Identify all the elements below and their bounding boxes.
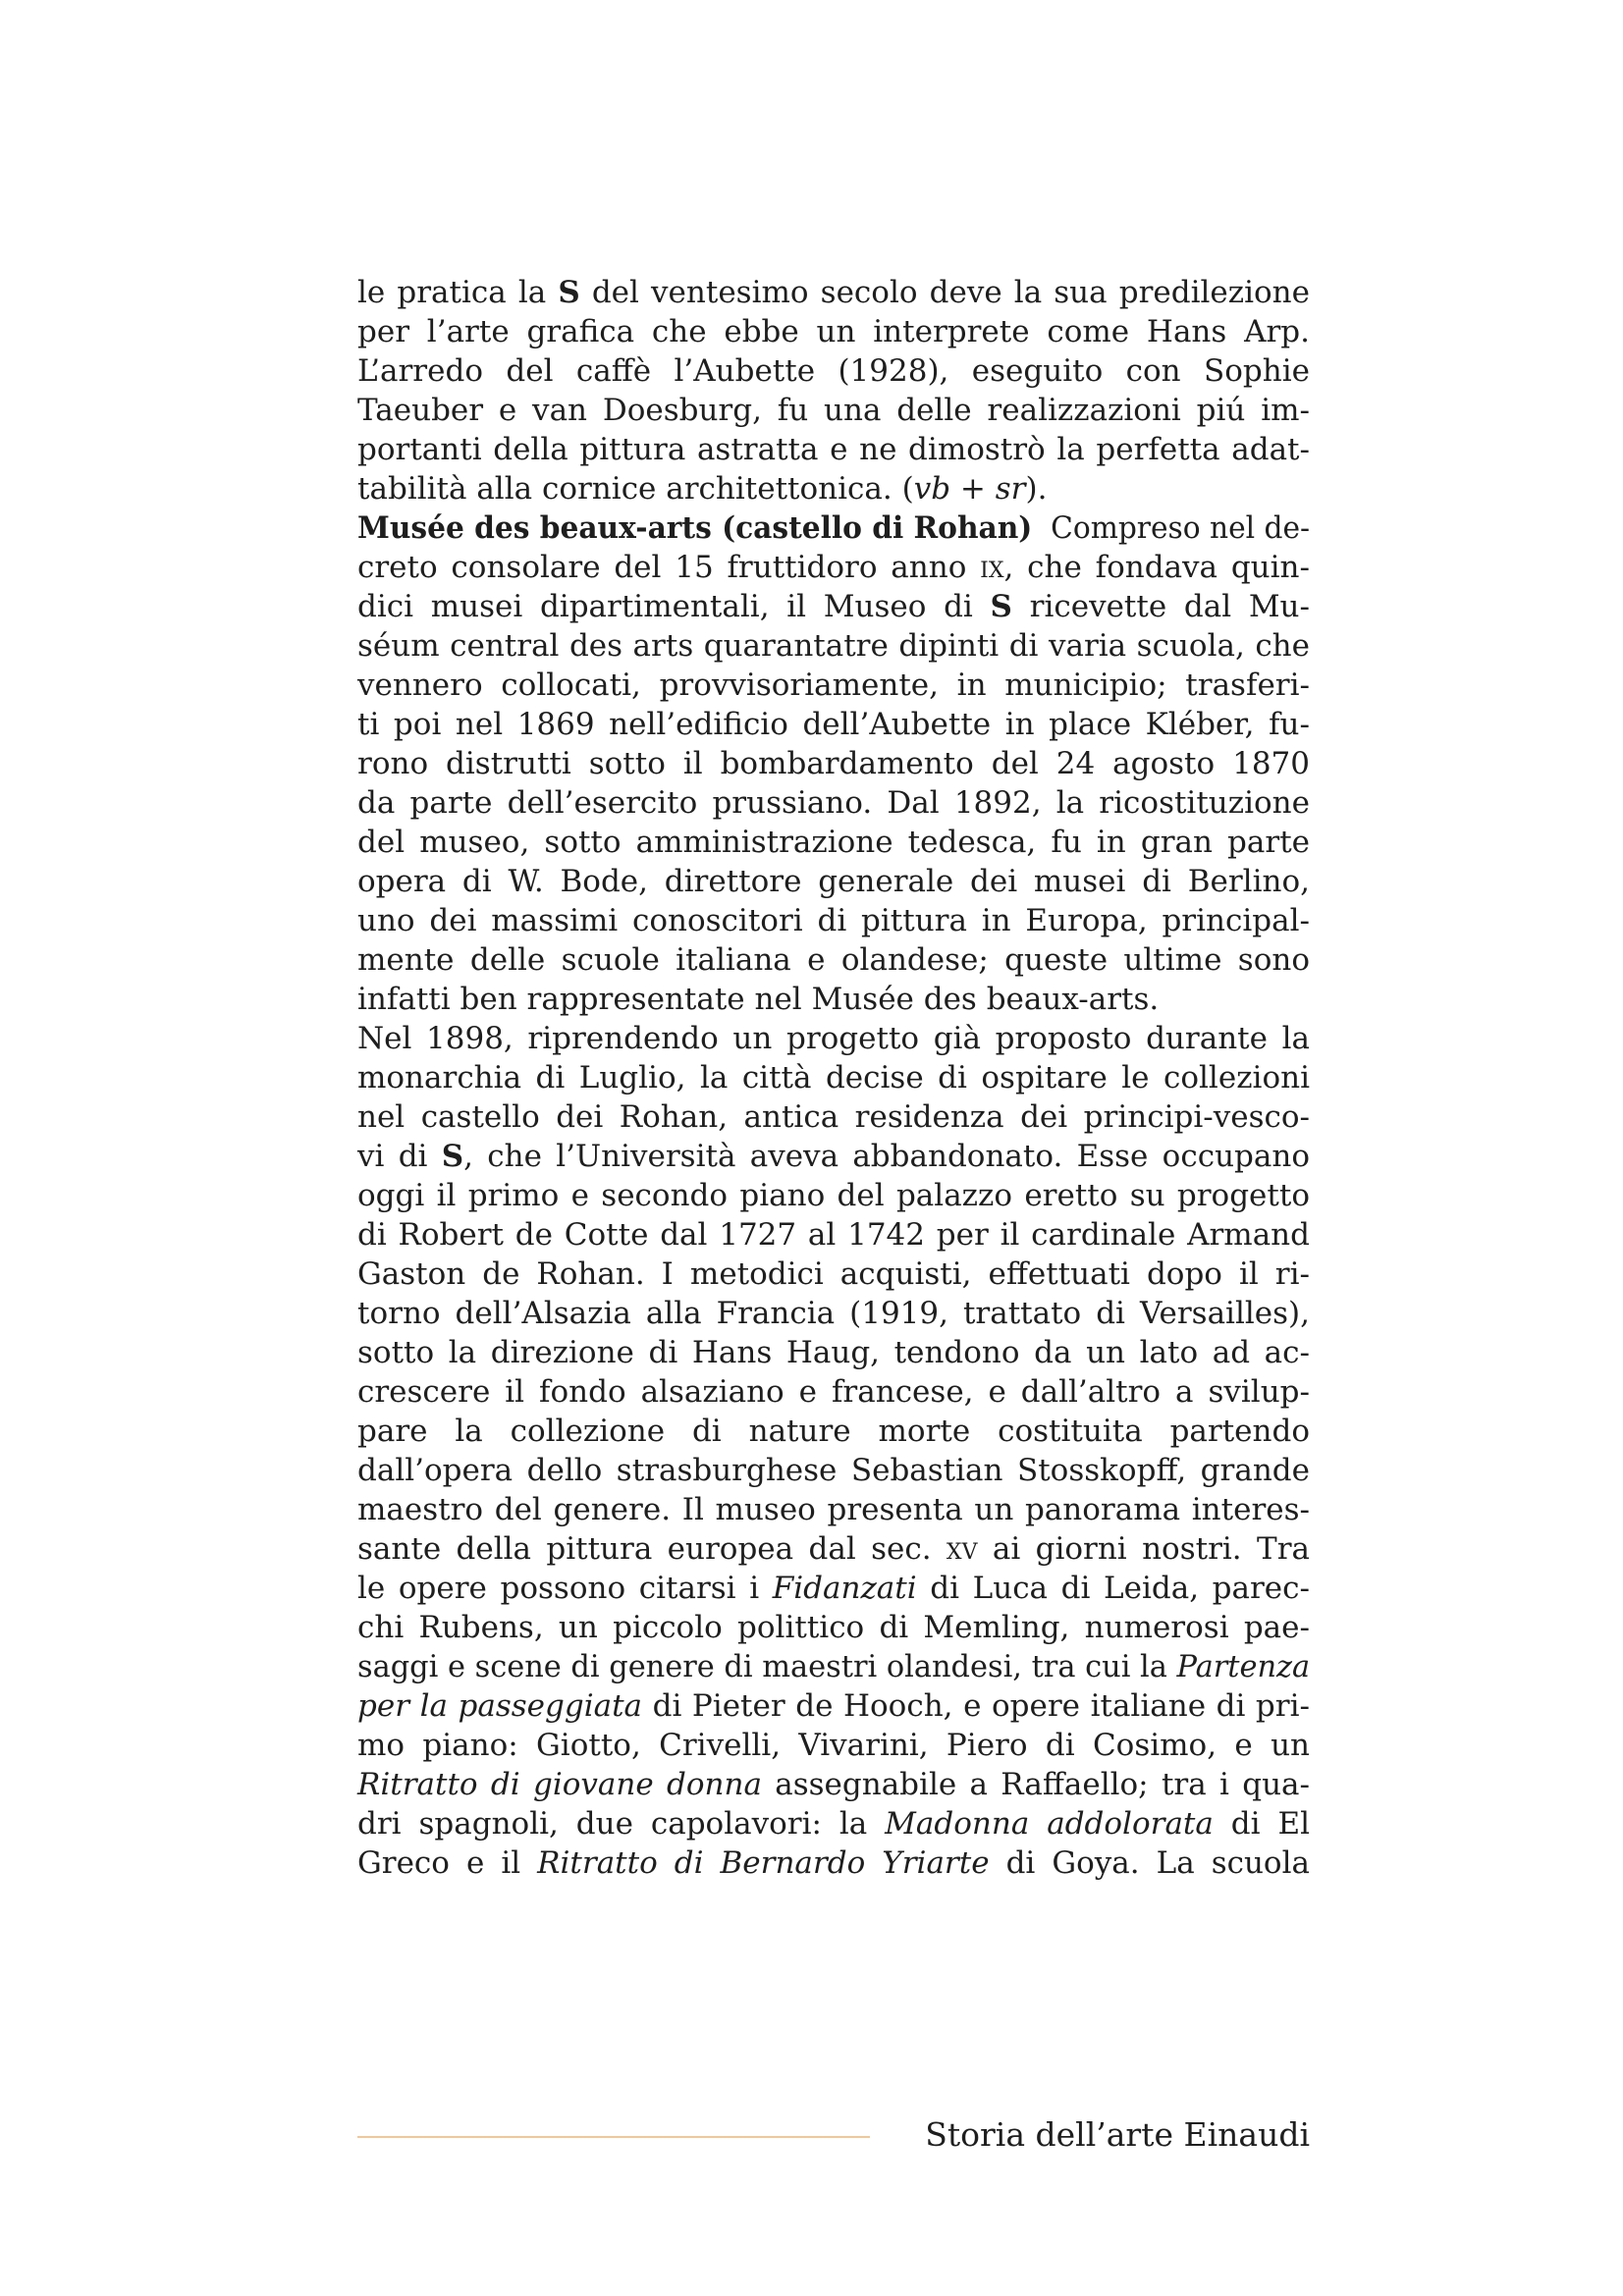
text-segment: vennero collocati, provvisoriamente, in municipio; trasferi-	[357, 667, 1310, 703]
text-line	[357, 823, 1310, 862]
text-line	[357, 705, 1310, 744]
text-segment: del museo, sotto amministrazione tedesca, fu in gran parte	[357, 825, 1310, 860]
italic-text: Ritratto di Bernardo Yriarte	[537, 1845, 990, 1881]
text-segment: da parte dell’esercito prussiano. Dal 1892, la ricostituzione	[357, 785, 1310, 821]
text-segment: uno dei massimi conoscitori di pittura in Europa, principal-	[357, 903, 1310, 938]
text-segment: saggi e scene di genere di maestri olandesi, tra cui la	[357, 1649, 1177, 1684]
text-segment: ix	[980, 550, 1004, 585]
text-line	[357, 469, 1310, 508]
text-segment: creto consolare del 15 fruttidoro anno	[357, 550, 981, 585]
text-segment: infatti ben rappresentate nel Musée des beaux-arts.	[357, 982, 1160, 1017]
italic-text: Partenza	[1176, 1649, 1311, 1684]
text-line	[357, 901, 1310, 940]
text-segment: L’arredo del caffè l’Aubette (1928), eseguito con Sophie	[357, 353, 1310, 389]
text-segment: , che fondava quin-	[1003, 550, 1310, 585]
text-segment: oggi il primo e secondo piano del palazzo eretto su progetto	[357, 1178, 1310, 1213]
text-segment: di Pieter de Hooch, e opere italiane di pri-	[642, 1688, 1310, 1724]
text-line	[357, 1529, 1310, 1569]
text-segment: di Goya. La scuola	[989, 1845, 1310, 1881]
text-segment: nel castello dei Rohan, antica residenza dei principi-vesco-	[357, 1099, 1310, 1135]
text-line	[357, 351, 1310, 391]
text-segment: dall’opera dello strasburghese Sebastian Stosskopff, grande	[357, 1453, 1310, 1488]
text-segment: vi di	[357, 1139, 442, 1174]
bold-text: S	[558, 275, 580, 310]
text-line	[357, 508, 1311, 548]
text-segment: séum central des arts quarantatre dipinti di varia scuola, che	[357, 628, 1310, 664]
text-segment: di Robert de Cotte dal 1727 al 1742 per il cardinale Armand	[357, 1217, 1310, 1253]
text-segment: rono distrutti sotto il bombardamento del 24 agosto 1870	[357, 746, 1310, 781]
footer-rule	[357, 2136, 870, 2138]
text-segment: maestro del genere. Il museo presenta un panorama interes-	[357, 1492, 1310, 1527]
text-line	[357, 1333, 1310, 1372]
text-line	[357, 1451, 1310, 1490]
text-segment: di Luca di Leida, parec-	[916, 1571, 1310, 1606]
text-line	[357, 1372, 1310, 1412]
text-line	[357, 1215, 1310, 1255]
body-text	[357, 273, 1310, 1883]
text-segment: le pratica la	[357, 275, 559, 310]
italic-text: Fidanzati	[772, 1571, 917, 1606]
text-line	[357, 312, 1310, 351]
text-segment: ).	[1025, 471, 1048, 507]
text-segment: , che l’Università aveva abbandonato. Esse occupano	[463, 1139, 1310, 1174]
text-segment: chi Rubens, un piccolo polittico di Memling, numerosi pae-	[357, 1610, 1310, 1645]
text-segment: ai giorni nostri. Tra	[977, 1531, 1310, 1567]
text-segment: Greco e il	[357, 1845, 538, 1881]
text-line	[357, 548, 1310, 587]
text-line	[357, 1490, 1310, 1529]
text-segment: ti poi nel 1869 nell’edificio dell’Aubette in place Kléber, fu-	[357, 707, 1310, 742]
text-segment: xv	[946, 1531, 978, 1567]
text-segment: Nel 1898, riprendendo un progetto già proposto durante la	[357, 1021, 1310, 1056]
text-segment: pare la collezione di nature morte costituita partendo	[357, 1414, 1310, 1449]
text-line	[357, 273, 1310, 312]
text-segment: sante della pittura europea dal sec.	[357, 1531, 947, 1567]
italic-text: vb + sr	[913, 471, 1026, 507]
text-line	[357, 1412, 1310, 1451]
text-segment: di El	[1213, 1806, 1310, 1842]
text-segment: dri spagnoli, due capolavori: la	[357, 1806, 886, 1842]
bold-text: Musée des beaux-arts (castello di Rohan)	[357, 510, 1033, 546]
text-segment: Taeuber e van Doesburg, fu una delle realizzazioni piú im-	[357, 393, 1310, 428]
text-segment: torno dell’Alsazia alla Francia (1919, trattato di Versailles),	[357, 1296, 1310, 1331]
italic-text: Ritratto di giovane donna	[357, 1767, 762, 1802]
text-segment: sotto la direzione di Hans Haug, tendono da un lato ad ac-	[357, 1335, 1310, 1370]
text-segment: tabilità alla cornice architettonica. (	[357, 471, 914, 507]
text-line	[357, 1569, 1310, 1608]
text-line	[357, 940, 1310, 980]
text-segment: opera di W. Bode, direttore generale dei musei di Berlino,	[357, 864, 1310, 899]
text-line	[357, 626, 1310, 666]
text-segment: le opere possono citarsi i	[357, 1571, 773, 1606]
text-segment: mente delle scuole italiana e olandese; queste ultime sono	[357, 942, 1310, 978]
text-line	[357, 1019, 1310, 1058]
text-line	[357, 391, 1310, 430]
text-segment: del ventesimo secolo deve la sua predilezione	[579, 275, 1310, 310]
text-segment: Gaston de Rohan. I metodici acquisti, effettuati dopo il ri-	[357, 1256, 1310, 1292]
text-line	[357, 980, 1310, 1019]
text-line	[357, 1255, 1310, 1294]
text-line	[357, 1686, 1310, 1726]
text-line	[357, 1804, 1310, 1843]
footer-title: Storia dell’arte Einaudi	[925, 2115, 1310, 2154]
text-segment: mo piano: Giotto, Crivelli, Vivarini, Piero di Cosimo, e un	[357, 1728, 1310, 1763]
text-segment: portanti della pittura astratta e ne dimostrò la perfetta adat-	[357, 432, 1310, 467]
text-line	[357, 1097, 1310, 1137]
text-line	[357, 783, 1310, 823]
text-line	[357, 1058, 1310, 1097]
text-line	[357, 1137, 1310, 1176]
text-line	[357, 666, 1310, 705]
text-line	[357, 862, 1310, 901]
text-line	[357, 1843, 1310, 1883]
bold-text: S	[990, 589, 1012, 624]
text-segment: per l’arte grafica che ebbe un interprete come Hans Arp.	[357, 314, 1310, 349]
bold-text: S	[441, 1139, 464, 1174]
italic-text: per la passeggiata	[357, 1688, 643, 1724]
text-segment: Compreso nel de-	[1032, 510, 1311, 546]
text-segment: ricevette dal Mu-	[1011, 589, 1310, 624]
italic-text: Madonna addolorata	[885, 1806, 1214, 1842]
text-segment: dici musei dipartimentali, il Museo di	[357, 589, 991, 624]
text-line	[357, 1176, 1310, 1215]
text-line	[357, 1765, 1310, 1804]
text-segment: crescere il fondo alsaziano e francese, e dall’altro a svilup-	[357, 1374, 1310, 1410]
text-segment: assegnabile a Raffaello; tra i qua-	[761, 1767, 1311, 1802]
text-line	[357, 1726, 1310, 1765]
text-line	[357, 1294, 1310, 1333]
text-segment: monarchia di Luglio, la città decise di ospitare le collezioni	[357, 1060, 1310, 1095]
text-line	[357, 1608, 1310, 1647]
text-line	[357, 587, 1310, 626]
text-line	[357, 430, 1310, 469]
text-line	[357, 744, 1310, 783]
text-line	[357, 1647, 1311, 1686]
